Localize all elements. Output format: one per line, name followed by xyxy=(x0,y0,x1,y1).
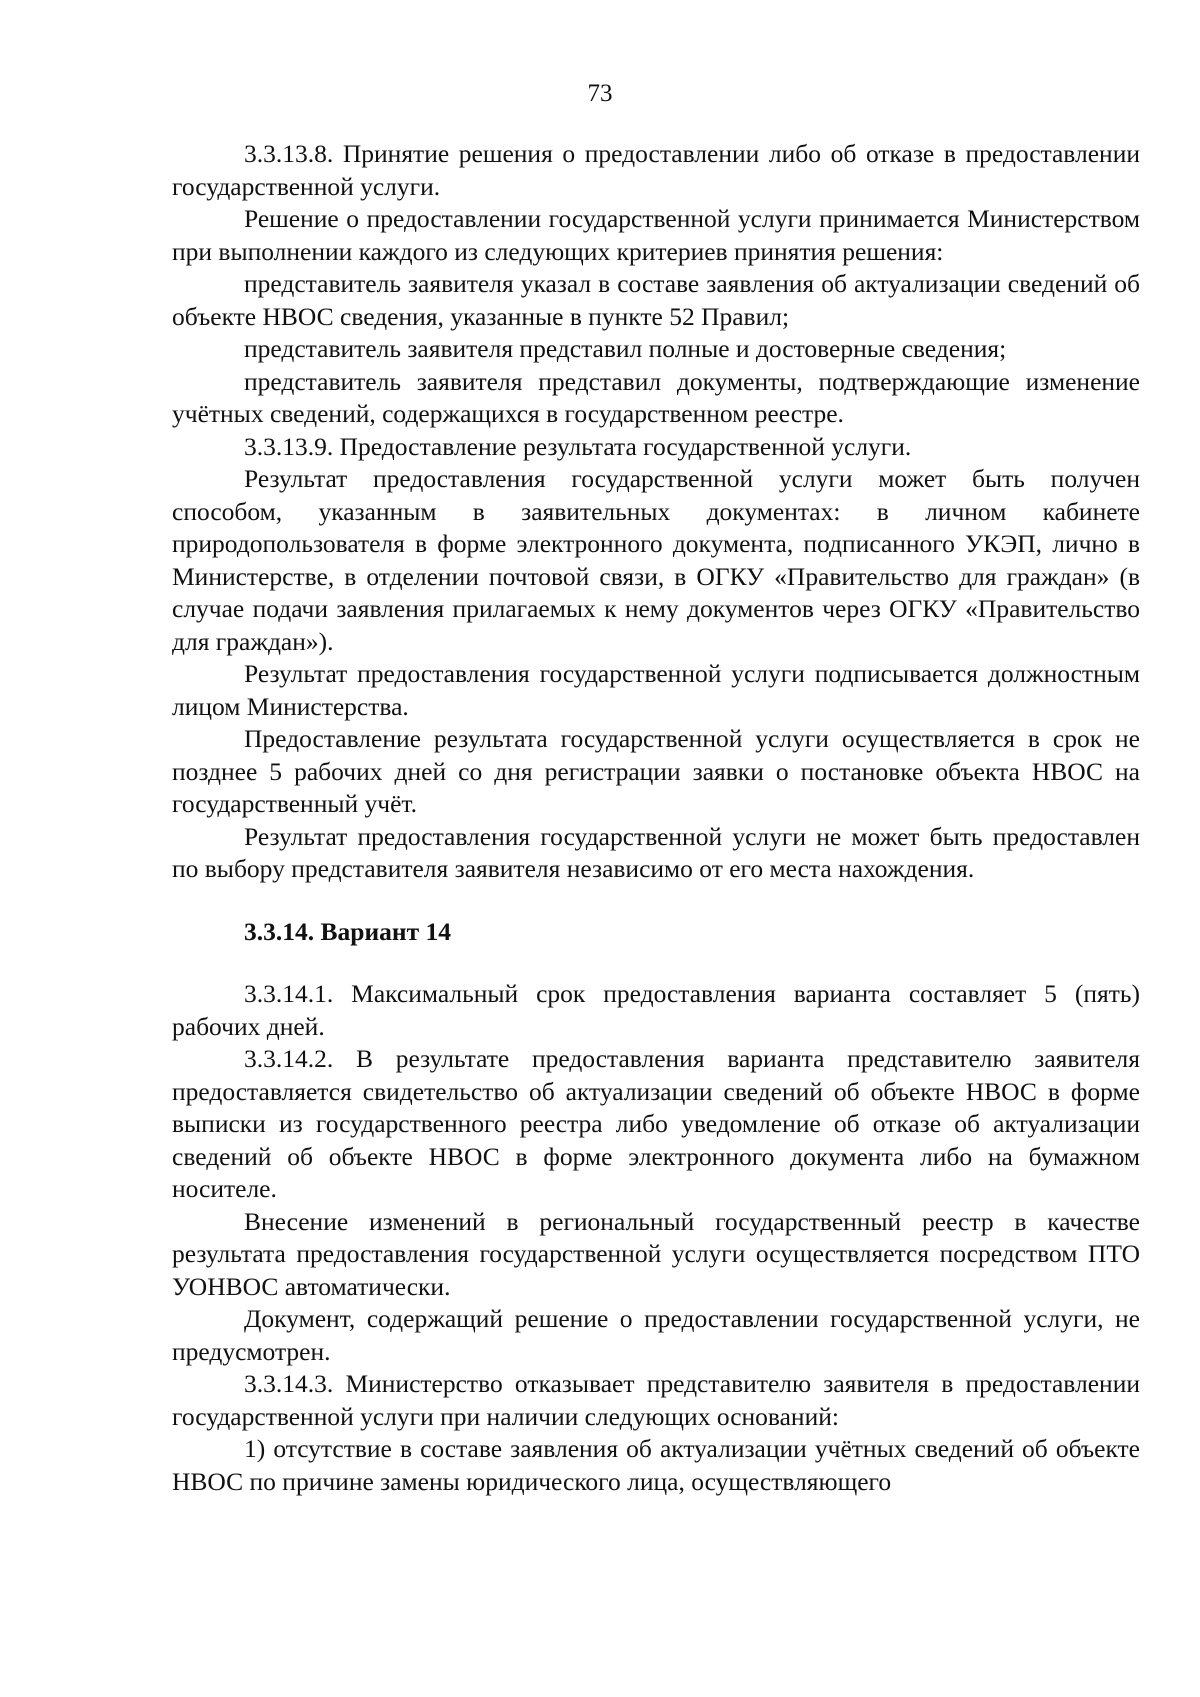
paragraph: 3.3.14.3. Министерство отказывает представителю заявителя в предоставлении государственной услуги при наличии следующих оснований: xyxy=(172,1369,1140,1431)
paragraph: Решение о предоставлении государственной услуги принимается Министерством при выполнении каждого из следующих критериев принятия решения: xyxy=(172,204,1140,266)
paragraph: 3.3.14.1. Максимальный срок предоставления варианта составляет 5 (пять) рабочих дней. xyxy=(172,979,1140,1041)
paragraph: Результат предоставления государственной услуги не может быть предоставлен по выбору представителя заявителя независимо от его места нахождения. xyxy=(172,821,1140,883)
paragraph: Внесение изменений в региональный государственный реестр в качестве результата предоставления государственной услуги осуществляется посредством ПТО УОНВОС автоматически. xyxy=(172,1206,1140,1301)
page-number: 73 xyxy=(587,80,613,107)
paragraph: 3.3.13.8. Принятие решения о предоставлении либо об отказе в предоставлении государственной услуги. xyxy=(172,139,1140,201)
paragraph: представитель заявителя представил полные и достоверные сведения; xyxy=(244,334,1007,363)
paragraph: 1) отсутствие в составе заявления об актуализации учётных сведений об объекте НВОС по причине замены юридического лица, осуществляющего xyxy=(172,1434,1140,1496)
paragraph: Результат предоставления государственной услуги подписывается должностным лицом Министерства. xyxy=(172,659,1140,721)
paragraph: 3.3.13.9. Предоставление результата государственной услуги. xyxy=(244,431,912,461)
paragraph: Результат предоставления государственной услуги может быть получен способом, указанным в заявительных документах: в личном кабинете природопользователя в форме электронного документа, подписанного УКЭП, лично в Министерстве, в отделении почтовой связи, в ОГКУ «Правительство для граждан» (в случае подачи заявления прилагаемых к нему документов через ОГКУ «Правительство для граждан»). xyxy=(172,464,1140,656)
section-heading: 3.3.14. Вариант 14 xyxy=(244,916,451,946)
paragraph: Документ, содержащий решение о предоставлении государственной услуги, не предусмотрен. xyxy=(172,1304,1140,1366)
paragraph: представитель заявителя представил документы, подтверждающие изменение учётных сведений, содержащихся в государственном реестре. xyxy=(172,366,1140,428)
paragraph: 3.3.14.2. В результате предоставления варианта представителю заявителя предоставляется свидетельство об актуализации сведений об объекте НВОС в форме выписки из государственного реестра либо уведомление об отказе об актуализации сведений об объекте НВОС в форме электронного документа либо на бумажном носителе. xyxy=(172,1044,1140,1203)
document-body xyxy=(172,138,1140,1498)
paragraph: представитель заявителя указал в составе заявления об актуализации сведений об объекте НВОС сведения, указанные в пункте 52 Правил; xyxy=(172,269,1140,331)
paragraph: Предоставление результата государственной услуги осуществляется в срок не позднее 5 рабочих дней со дня регистрации заявки о постановке объекта НВОС на государственный учёт. xyxy=(172,724,1140,818)
